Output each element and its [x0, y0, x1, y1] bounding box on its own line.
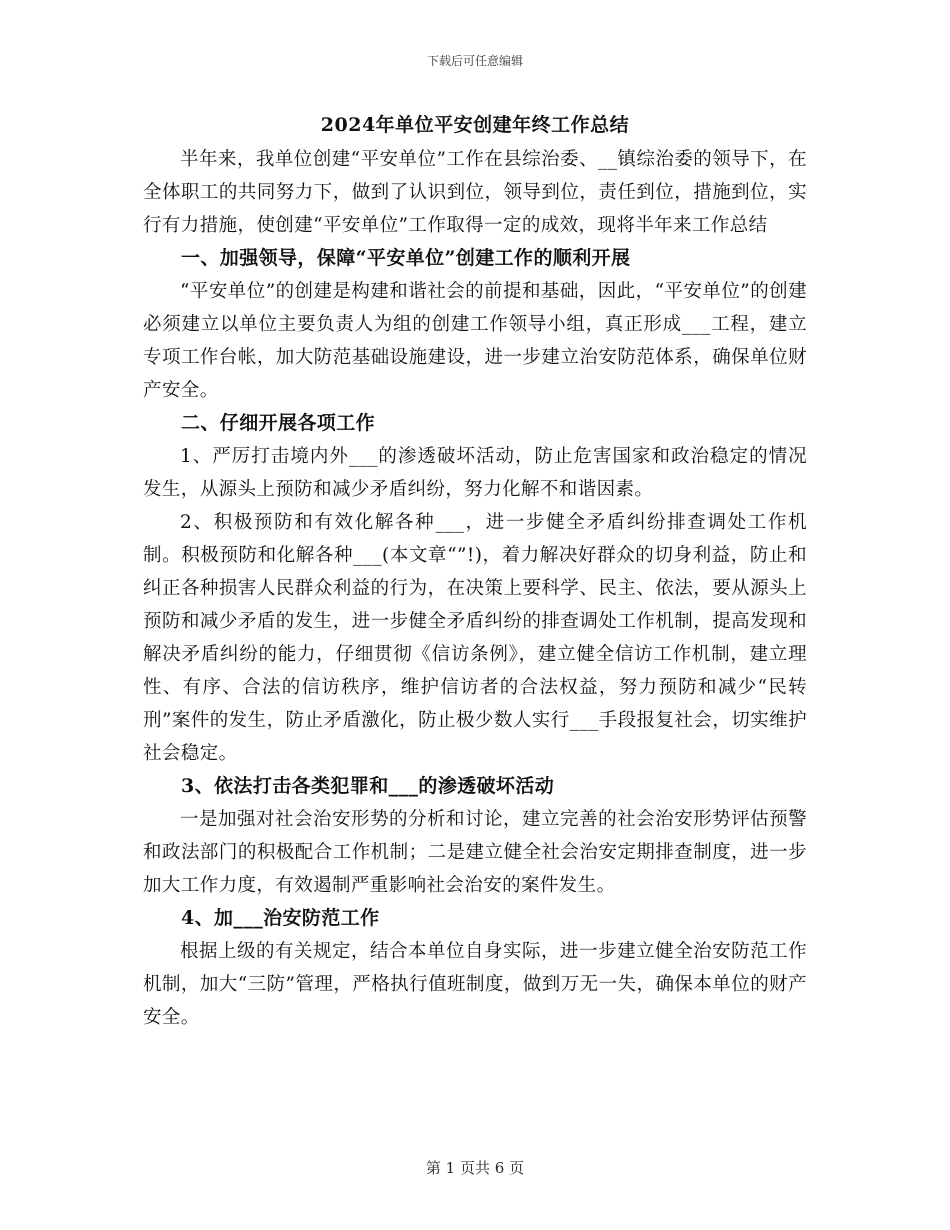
section-heading-2: 二、仔细开展各项工作 [181, 412, 376, 434]
item-1-paragraph: 1、严厉打击境内外___的渗透破坏活动，防止危害国家和政治稳定的情况发生，从源头上预防和减少矛盾纠纷，努力化解不和谐因素。 [143, 446, 807, 500]
item-3-heading: 3、依法打击各类犯罪和___的渗透破坏活动 [181, 775, 555, 797]
intro-paragraph: 半年来，我单位创建“平安单位”工作在县综治委、__镇综治委的领导下，在全体职工的共同努力下，做到了认识到位，领导到位，责任到位，措施到位，实行有力措施，使创建“平安单位”工作取得一定的成效，现将半年来工作总结 [143, 149, 807, 236]
page-number: 第 1 页共 6 页 [425, 1159, 525, 1177]
document-body [143, 112, 807, 1034]
section-1-paragraph: “平安单位”的创建是构建和谐社会的前提和基础，因此，“平安单位”的创建必须建立以单位主要负责人为组的创建工作领导小组，真正形成___工程，建立专项工作台帐，加大防范基础设施建设，进一步建立治安防范体系，确保单位财产安全。 [143, 281, 807, 401]
item-3-paragraph: 一是加强对社会治安形势的分析和讨论，建立完善的社会治安形势评估预警和政法部门的积极配合工作机制；二是建立健全社会治安定期排查制度，进一步加大工作力度，有效遏制严重影响社会治安的案件发生。 [143, 809, 807, 896]
item-4-paragraph: 根据上级的有关规定，结合本单位自身实际，进一步建立健全治安防范工作机制，加大“三防”管理，严格执行值班制度，做到万无一失，确保本单位的财产安全。 [143, 941, 807, 1028]
item-2-paragraph: 2、积极预防和有效化解各种___，进一步健全矛盾纠纷排查调处工作机制。积极预防和化解各种___(本文章“”!)，着力解决好群众的切身利益，防止和纠正各种损害人民群众利益的行为，在决策上要科学、民主、依法，要从源头上预防和减少矛盾的发生，进一步健全矛盾纠纷的排查调处工作机制，提高发现和解决矛盾纠纷的能力，仔细贯彻《信访条例》，建立健全信访工作机制，建立理性、有序、合法的信访秩序，维护信访者的合法权益，努力预防和减少“民转刑”案件的发生，防止矛盾激化，防止极少数人实行___手段报复社会，切实维护社会稳定。 [143, 512, 807, 764]
item-4-heading: 4、加___治安防范工作 [181, 907, 380, 929]
section-heading-1: 一、加强领导，保障“平安单位”创建工作的顺利开展 [181, 247, 631, 269]
document-title: 2024年单位平安创建年终工作总结 [320, 114, 630, 136]
page-header-note: 下载后可任意编辑 [426, 54, 523, 68]
